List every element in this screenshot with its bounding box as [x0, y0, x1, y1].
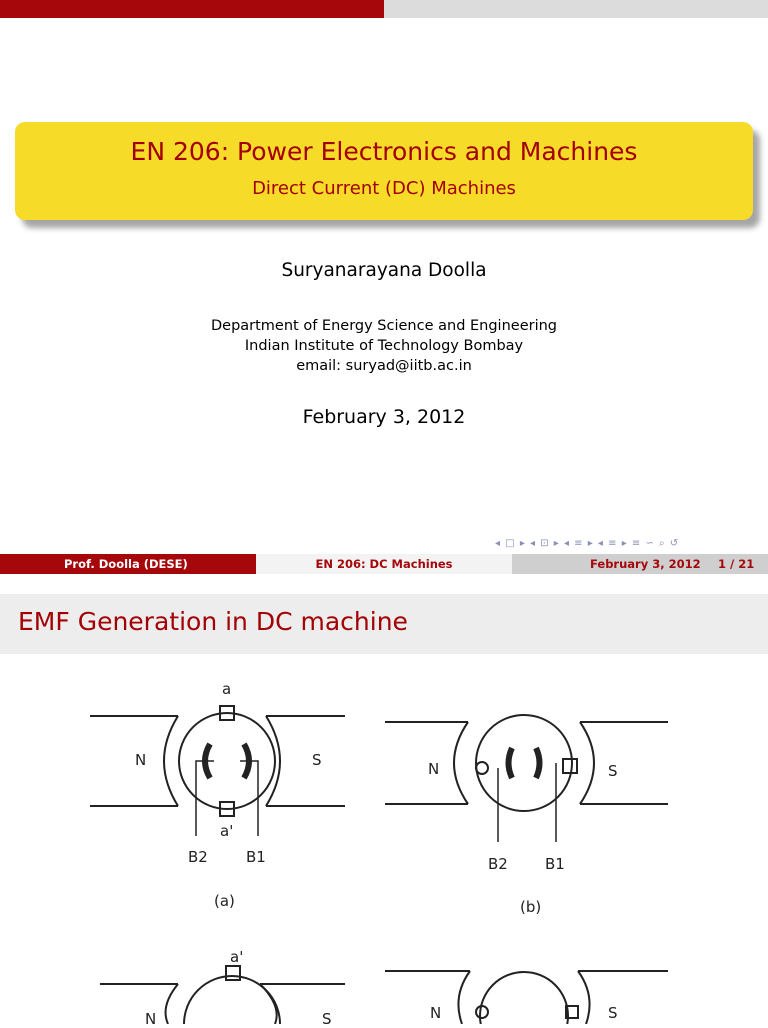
panel-d: [385, 971, 668, 1024]
label-d-north: N: [430, 1004, 442, 1022]
footer-author: Prof. Doolla (DESE): [64, 557, 188, 571]
slide-subtitle: Direct Current (DC) Machines: [252, 178, 516, 199]
author-name: Suryanarayana Doolla: [281, 260, 487, 281]
label-b-south: S: [608, 762, 618, 780]
footer-date: February 3, 2012: [590, 557, 701, 571]
panel-c: [100, 966, 345, 1024]
institute-email: email: suryad@iitb.ac.in: [296, 358, 472, 374]
footer-short-title: EN 206: DC Machines: [315, 557, 453, 571]
panel-a: [90, 706, 345, 836]
title-box: [15, 122, 753, 220]
label-a-south: S: [312, 751, 322, 769]
label-d-south: S: [608, 1004, 618, 1022]
footer-title-section: [256, 554, 512, 574]
label-a-b1: B1: [246, 848, 266, 866]
institute-line-2: Indian Institute of Technology Bombay: [244, 338, 524, 354]
label-a-top: a: [222, 680, 232, 698]
slide-footer: [0, 554, 768, 574]
dc-machine-figure: [0, 666, 768, 1024]
footer-date-section: [512, 554, 768, 574]
footer-author-section: [0, 554, 256, 574]
header-bar-left: [0, 0, 384, 18]
label-c-top: a': [230, 948, 244, 966]
top-header-bar: [0, 0, 768, 18]
dc-machine-diagram: [0, 666, 768, 1024]
panel-b: [385, 715, 668, 842]
footer-page-number: 1 / 21: [718, 557, 755, 571]
label-b-b1: B1: [545, 855, 565, 873]
label-a-b2: B2: [188, 848, 208, 866]
label-a-bottom: a': [220, 822, 234, 840]
label-c-north: N: [145, 1010, 157, 1024]
frame-title: EMF Generation in DC machine: [18, 607, 408, 636]
slide-title: EN 206: Power Electronics and Machines: [130, 137, 638, 166]
caption-b: (b): [520, 898, 542, 916]
frame-title-bar: [0, 594, 768, 654]
header-bar-right: [384, 0, 768, 18]
label-b-b2: B2: [488, 855, 508, 873]
caption-a: (a): [214, 892, 235, 910]
label-b-north: N: [428, 760, 440, 778]
presentation-date: February 3, 2012: [302, 406, 466, 428]
institute-line-1: Department of Energy Science and Engineering: [210, 318, 558, 334]
beamer-navigation-icons[interactable]: ◂ □ ▸ ◂ ⊡ ▸ ◂ ≡ ▸ ◂ ≡ ▸ ≡ ∽ ⌕ ↺: [495, 538, 680, 549]
label-c-south: S: [322, 1010, 332, 1024]
label-a-north: N: [135, 751, 147, 769]
